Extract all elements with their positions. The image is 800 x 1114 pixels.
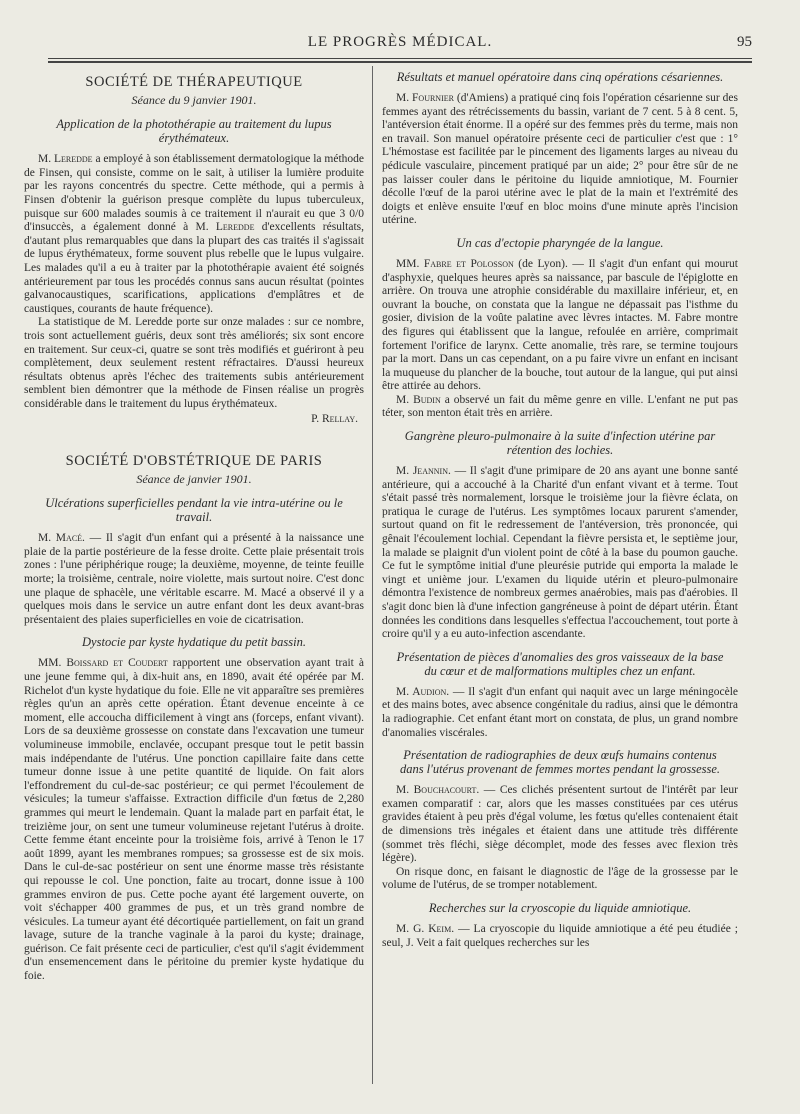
running-title: LE PROGRÈS MÉDICAL. (307, 34, 493, 50)
page-number: 95 (737, 34, 752, 50)
paragraph-text: — La cryoscopie du liquide amniotique a été peu étudiée ; seul, J. Veit a fait quelques recherches sur les (382, 922, 738, 949)
paragraph-text: — Ces clichés présentent surtout de l'intérêt par leur examen comparatif : car, alors que les masses constituées par ces utérus gravides étaient à peu près d'égal volume, les fœtus qu'elles contenaient était de dimensions très inégales et étaient dans une attitude très différente (sommet très fléchi, siège décomplet, mode des fesses avec flexion très légère). (382, 784, 738, 865)
author-name: M. Audion. (396, 685, 450, 698)
paragraph-text: — Il s'agit d'un enfant qui a présenté à la naissance une plaie de la partie postérieure de la fesse droite. Cette plaie présentait trois zones : l'une périphérique rouge; la deuxième, moyenne, de teinte feuille morte; la troisième, centrale, noire violette, mais surtout noire. C'est donc une plaque de sphacèle, une véritable escarre. M. Macé a observé il y a quelques mois dans le service un autre enfant dont les deux avant-bras présentaient des plaies superficielles en voie de cicatrisation. (24, 532, 364, 626)
article-title: Application de la photothérapie au traitement du lupus érythémateux. (56, 117, 332, 146)
article-title: Un cas d'ectopie pharyngée de la langue. (456, 235, 664, 250)
paragraph (382, 465, 738, 642)
paragraph-text: d'excellents résultats, d'autant plus remarquables que dans la plupart des cas traités il s'agissait de lupus érythémateux, forme souvent plus rebelle que le lupus vulgaire. Les malades qu'il a eu à traiter par la photothérapie avaient été soignés antérieurement par tous les procédés connus sans aucun résultat (pointes galvanocaustiques, scarifications, applications d'emplâtres et de caustiques, courants de haute fréquence). (24, 221, 364, 315)
author-name: M. Leredde (195, 221, 255, 234)
paragraph (382, 92, 738, 228)
author-name: M. Jeannin. (396, 465, 451, 478)
article-title: Gangrène pleuro-pulmonaire à la suite d'infection utérine par rétention des lochies. (404, 429, 716, 458)
column-divider (372, 66, 373, 1084)
author-name: M. Macé. (38, 532, 85, 545)
author-name: MM. Fabre et Polosson (396, 257, 514, 270)
author-name: M. Leredde (38, 153, 93, 166)
article-title: Présentation de radiographies de deux œufs humains contenus dans l'utérus provenant de femmes mortes pendant la grossesse. (399, 748, 721, 777)
author-name: M. Fournier (396, 92, 454, 104)
paragraph (382, 784, 738, 866)
author-name: M. G. Keim. (396, 922, 455, 935)
article-title: Présentation de pièces d'anomalies des gros vaisseaux de la base du cœur et de malformations multiples chez un enfant. (396, 649, 724, 678)
signature: P. Rellay. (311, 413, 358, 426)
paragraph: La statistique de M. Leredde porte sur onze malades : sur ce nombre, trois sont actuellement guéris, deux sont très améliorés; six sont encore en traitement. Sur ceux-ci, quatre se sont très modifiés et guériront à peu complètement, deux seulement restent réfractaires. D'aussi heureux résultats obtenus après l'échec des traitements subis antérieurement semblent bien démontrer que la méthode de Finsen réalise un progrès considérable dans le traitement du lupus érythémateux. (24, 316, 364, 410)
author-name: M. Budin (396, 393, 441, 406)
paragraph (382, 258, 738, 394)
session-date: Séance de janvier 1901. (136, 471, 252, 486)
author-name: MM. Boissard et Coudert (38, 657, 168, 670)
header-rule (48, 58, 752, 59)
spacer (24, 435, 364, 449)
article-title: Dystocie par kyste hydatique du petit bassin. (82, 635, 306, 650)
article-title: Ulcérations superficielles pendant la vie intra-utérine ou le travail. (45, 496, 343, 525)
paragraph (24, 153, 364, 316)
paragraph: On risque donc, en faisant le diagnostic de l'âge de la grossesse par le volume de l'utérus, de se tromper notablement. (382, 865, 738, 892)
paragraph-text: — Il s'agit d'une primipare de 20 ans ayant une bonne santé antérieure, qui a accouché à la Charité d'un enfant vivant et à terme. Tout s'était passé très normalement, lorsque le troisième jour la fièvre éclata, on pratiqua le curage de l'utérus. Les symptômes locaux parurent s'amender, surtout quand on fit le redressement de l'antéversion, très prononcée, qui gênait l'écoulement lochial. Cependant la fièvre persista et, le septième jour, la malade se plaignit d'un violent point de côté à la base du poumon gauche. Ce fut le symptôme initial d'une pleurésie putride qui emporta la malade le vingt et unième jour. L'examen du liquide utérin et pleuro-pulmonaire démontra l'existence de nombreux germes anaérobies, mais pas d'aérobies. Il s'agit donc bien là d'une infection gangréneuse à point de départ utérin. Étant données les conditions dans lesquelles s'effectua l'accouchement, tout porte à croire qu'il y a eu auto-infection ascendante. (382, 465, 738, 641)
left-column (24, 70, 364, 1084)
article-title: Résultats et manuel opératoire dans cinq opérations césariennes. (396, 70, 724, 84)
right-column (382, 70, 738, 1084)
header-rule-double (48, 61, 752, 63)
paragraph-text: a employé à son établissement dermatologique la méthode de Finsen, qui consiste, comme on le sait, à utiliser la lumière produite par les rayons concentrés du spectre. Cette méthode, qui a permis à Finsen d'obtenir la guérison presque complète du lupus tuberculeux, puisque sur 600 malades soumis à ce traitement il n'aurait eu que 3 0/0 d'insuccès, a également donné à (24, 153, 364, 234)
paragraph-text: — Il s'agit d'un enfant qui naquit avec un large méningocèle et des mains botes, avec absence congénitale du radius, ainsi que le démontra la radiographie. Cet enfant étant mort on constata, de plus, un grand nombre d'anomalies viscérales. (382, 685, 738, 739)
paragraph (382, 923, 738, 950)
page-header (48, 34, 752, 56)
paragraph-text: (d'Amiens) a pratiqué cinq fois l'opération césarienne sur des femmes ayant des rétrécissements du bassin, variant de 7 cent. 5 à 8 cent. 5, l'antéversion était énorme. Il a opéré sur des femmes près du terme, mais non en travail. Son manuel opératoire présente ceci de particulier c'est que : 1° L'hémostase est facilitée par le pincement des ligaments larges au niveau du pédicule vasculaire, pincement pratiqué par un aide; 2° pour être sûr de ne pas laisser couler dans le péritoine du liquide amniotique, M. Fournier décolle l'œuf de la paroi utérine avec le plat de la main et l'extrémité des doigts et enlève ensuite l'œuf en bloc moins d'une minute après l'incision utérine. (382, 92, 738, 227)
paragraph (24, 532, 364, 627)
society-heading: SOCIÉTÉ D'OBSTÉTRIQUE DE PARIS (65, 453, 323, 470)
paragraph-text: a observé un fait du même genre en ville. L'enfant ne put pas téter, son menton était très en arrière. (382, 393, 738, 420)
paragraph (382, 394, 738, 421)
paragraph-text: (de Lyon). — Il s'agit d'un enfant qui mourut d'asphyxie, quelques heures après sa naissance, par bascule de l'épiglotte en arrière. On trouva une atrophie considérable du maxillaire inférieur, et, en ouvrant la bouche, on constata que la langue ne dépassait pas l'isthme du gosier, division de la voûte palatine avec lèvres intactes. M. Fabre montre des figures qui établissent que la langue, refoulée en arrière, comprimait fortement l'orifice de larynx. Cette anomalie, très rare, se termine toujours par la mort. Dans un cas cependant, on a pu faire vivre un enfant en incisant la muqueuse du plancher de la bouche, tout autour de la langue, qui put ainsi être attirée au dehors. (382, 257, 738, 393)
paragraph (24, 657, 364, 983)
society-heading: SOCIÉTÉ DE THÉRAPEUTIQUE (85, 74, 303, 90)
session-date: Séance du 9 janvier 1901. (131, 92, 257, 107)
paragraph-text: rapportent une observation ayant trait à une jeune femme qui, à dix-huit ans, en 1890, avait été opérée par M. Richelot d'un kyste hydatique du foie. Elle ne vit apparaître ses premières règles qu'un an après cette opération. Étant devenue enceinte à ce moment, elle accoucha difficilement à vingt ans (forceps, enfant vivant). Lors de sa deuxième grossesse on constate dans l'excavation une tumeur volumineuse immobile, enclavée, occupant presque tout le petit bassin mais indépendante de l'utérus. Une ponction capillaire faite dans cette tumeur donne issue à une petite quantité de liquide. On fait alors l'effondrement du cul-de-sac postérieur; ce qui permet l'écoulement de vésicules; la tumeur s'affaisse. Extraction difficile d'un fœtus de 2,280 grammes qui meurt le lendemain. Quant la malade part en parfait état, le treizième jour, on sent une tumeur volumineuse rejetant l'utérus à droite. Cette femme étant enceinte pour la troisième fois, arrivé à Tenon le 17 août 1899, ayant les membranes rompues; sa grossesse est de six mois. Dans le cul-de-sac postérieur on sent une énorme masse très résistante qui repousse le col. Une ponction, faite au trocart, donne issue à 100 grammes environ de pus. Cette poche ayant été largement ouverte, on voit s'échapper 400 grammes de pus, et un très grand nombre de vésicules. La tumeur ayant été décortiquée partiellement, on fait un grand lavage, suture de la tranche vaginale à la paroi du kyste; drainage, guérison. Ce fait présente ceci de particulier, c'est qu'il s'agit évidemment d'un ensemencement dans le péritoine du premier kyste hydatique du foie. (24, 657, 364, 983)
article-title: Recherches sur la cryoscopie du liquide amniotique. (428, 900, 692, 915)
paragraph (382, 686, 738, 740)
author-name: M. Bouchacourt. (396, 784, 480, 797)
